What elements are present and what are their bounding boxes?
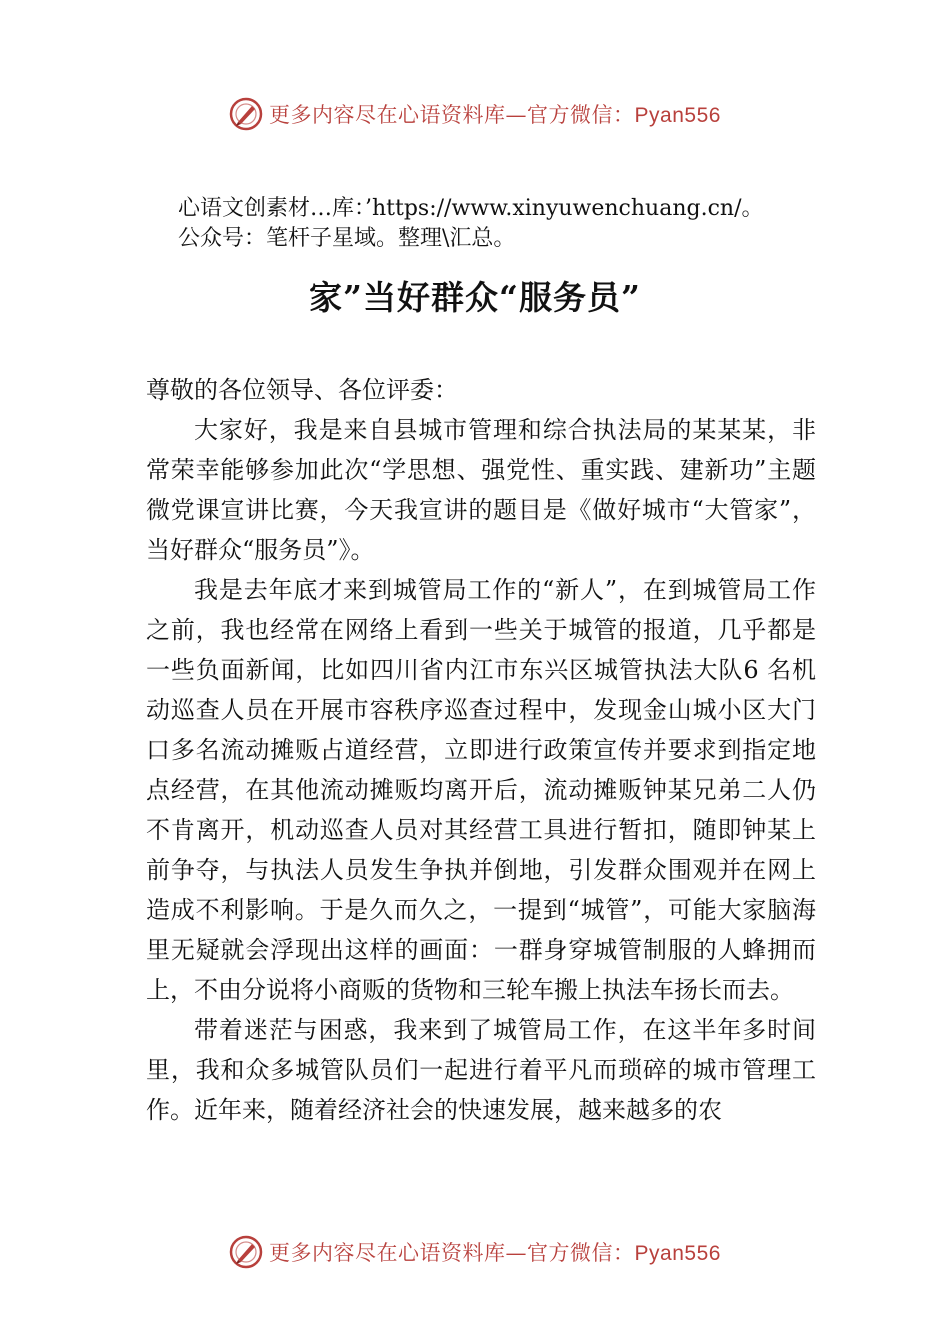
pen-seal-icon	[229, 1235, 263, 1269]
wechat-id: Pyan556	[634, 1242, 721, 1265]
banner-text: 更多内容尽在心语资料库—官方微信：Pyan556	[269, 103, 721, 127]
wechat-id: Pyan556	[634, 104, 721, 127]
paragraph: 带着迷茫与困惑，我来到了城管局工作，在这半年多时间里，我和众多城管队员们一起进行着平凡而琐碎的城市管理工作。近年来，随着经济社会的快速发展，越来越多的农	[146, 1016, 816, 1124]
source-note	[178, 194, 948, 254]
document-title: 家”当好群众“服务员”	[309, 278, 641, 317]
salutation: 尊敬的各位领导、各位评委：	[146, 376, 458, 404]
banner-text: 更多内容尽在心语资料库—官方微信：Pyan556	[269, 1241, 721, 1265]
paragraph: 大家好，我是来自县城市管理和综合执法局的某某某，非常荣幸能够参加此次“学思想、强党性、重实践、建新功”主题微党课宣讲比赛，今天我宣讲的题目是《做好城市“大管家”，当好群众“服务员”》。	[146, 416, 816, 564]
document-body	[146, 370, 816, 1130]
source-line-2: 公众号：笔杆子星域。整理\汇总。	[178, 226, 516, 251]
header-banner	[0, 94, 950, 134]
source-line-1: 心语文创素材…库：’https://www.xinyuwenchuang.cn/。	[178, 196, 764, 221]
footer-banner	[0, 1232, 950, 1272]
paragraph: 我是去年底才来到城管局工作的“新人”，在到城管局工作之前，我也经常在网络上看到一些关于城管的报道，几乎都是一些负面新闻，比如四川省内江市东兴区城管执法大队6 名机动巡查人员在开展市容秩序巡查过程中，发现金山城小区大门口多名流动摊贩占道经营，立即进行政策宣传并要求到指定地点经营，在其他流动摊贩均离开后，流动摊贩钟某兄弟二人仍不肯离开，机动巡查人员对其经营工具进行暂扣，随即钟某上前争夺，与执法人员发生争执并倒地，引发群众围观并在网上造成不利影响。于是久而久之，一提到“城管”，可能大家脑海里无疑就会浮现出这样的画面：一群身穿城管制服的人蜂拥而上，不由分说将小商贩的货物和三轮车搬上执法车扬长而去。	[146, 576, 816, 1004]
pen-seal-icon	[229, 97, 263, 131]
